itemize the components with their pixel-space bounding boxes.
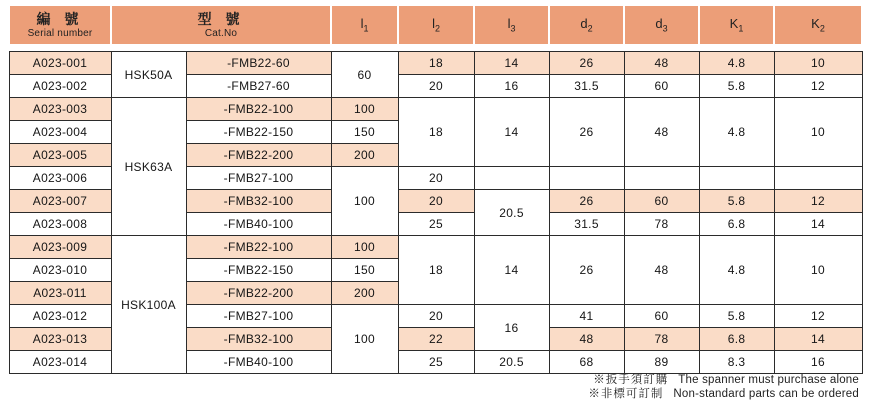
footnote-nonstandard-en: Non-standard parts can be ordered <box>673 388 859 400</box>
l1-cell: 60 <box>331 52 398 98</box>
footnote-spanner-zh: ※扳手須訂購 <box>593 374 669 386</box>
l3-cell: 14 <box>474 98 549 167</box>
model-cell: -FMB27-100 <box>186 167 331 190</box>
col-header-l2: $l_2$ <box>398 5 474 45</box>
k1-cell: 5.8 <box>699 75 774 98</box>
k1-cell: 4.8 <box>699 52 774 75</box>
k2-cell: 16 <box>774 351 862 374</box>
l2-cell: 22 <box>398 328 474 351</box>
k1-cell: 6.8 <box>699 213 774 236</box>
model-cell: -FMB27-100 <box>186 305 331 328</box>
k1-cell: 4.8 <box>699 98 774 167</box>
model-cell: -FMB40-100 <box>186 213 331 236</box>
l1-cell: 100 <box>331 236 398 259</box>
serial-header-zh: 編 號 <box>36 10 84 27</box>
l3-cell: 20.5 <box>474 190 549 236</box>
serial-cell: A023-004 <box>9 121 111 144</box>
col-header-l3: $l_3$ <box>474 5 549 45</box>
model-cell: -FMB22-200 <box>186 144 331 167</box>
d3-cell: 48 <box>624 52 699 75</box>
d3-cell: 60 <box>624 75 699 98</box>
d2-cell: 26 <box>549 98 624 167</box>
d3-cell: 48 <box>624 98 699 167</box>
k2-cell: 10 <box>774 52 862 75</box>
k2-cell: 10 <box>774 236 862 305</box>
d2-cell: 41 <box>549 305 624 328</box>
model-header-en: Cat.No <box>204 27 238 39</box>
d2-cell-empty <box>549 167 624 190</box>
col-header-k2: $K_2$ <box>774 5 862 45</box>
k1-cell: 5.8 <box>699 305 774 328</box>
l3-cell: 16 <box>474 75 549 98</box>
col-header-d2: $d_2$ <box>549 5 624 45</box>
l2-cell: 18 <box>398 52 474 75</box>
l1-cell: 100 <box>331 167 398 236</box>
d2-cell: 31.5 <box>549 75 624 98</box>
d3-cell: 89 <box>624 351 699 374</box>
l1-cell: 150 <box>331 121 398 144</box>
spec-table <box>8 4 863 374</box>
col-header-l1: $l_1$ <box>331 5 398 45</box>
l1-cell: 100 <box>331 305 398 374</box>
header-row <box>9 5 862 45</box>
l2-cell: 25 <box>398 351 474 374</box>
k2-cell: 12 <box>774 75 862 98</box>
d2-cell: 48 <box>549 328 624 351</box>
group-cell-hsk63a: HSK63A <box>111 98 186 236</box>
k2-cell-empty <box>774 167 862 190</box>
serial-cell: A023-001 <box>9 52 111 75</box>
group-cell-hsk50a: HSK50A <box>111 52 186 98</box>
serial-cell: A023-003 <box>9 98 111 121</box>
k1-cell: 6.8 <box>699 328 774 351</box>
model-cell: -FMB22-150 <box>186 121 331 144</box>
footnotes <box>588 373 859 401</box>
k2-cell: 12 <box>774 305 862 328</box>
footnote-nonstandard-zh: ※非標可訂制 <box>588 388 664 400</box>
footnote-spanner-en: The spanner must purchase alone <box>678 374 859 386</box>
serial-cell: A023-010 <box>9 259 111 282</box>
group-cell-hsk100a: HSK100A <box>111 236 186 374</box>
model-cell: -FMB40-100 <box>186 351 331 374</box>
k2-cell: 10 <box>774 98 862 167</box>
model-cell: -FMB22-100 <box>186 98 331 121</box>
l1-cell: 100 <box>331 98 398 121</box>
serial-cell: A023-008 <box>9 213 111 236</box>
serial-column-header <box>9 5 111 45</box>
model-cell: -FMB32-100 <box>186 328 331 351</box>
l3-cell-empty <box>474 167 549 190</box>
l1-cell: 200 <box>331 144 398 167</box>
d2-cell: 26 <box>549 52 624 75</box>
model-cell: -FMB22-100 <box>186 236 331 259</box>
l2-cell: 20 <box>398 305 474 328</box>
l2-cell: 18 <box>398 98 474 167</box>
serial-cell: A023-009 <box>9 236 111 259</box>
model-header-zh: 型 號 <box>197 10 245 27</box>
l2-cell: 18 <box>398 236 474 305</box>
d2-cell: 26 <box>549 190 624 213</box>
l3-cell: 14 <box>474 52 549 75</box>
col-header-k1: $K_1$ <box>699 5 774 45</box>
d2-cell: 68 <box>549 351 624 374</box>
model-cell: -FMB22-150 <box>186 259 331 282</box>
footnote-spanner <box>588 373 859 387</box>
l2-cell: 20 <box>398 190 474 213</box>
k1-cell: 8.3 <box>699 351 774 374</box>
d2-cell: 26 <box>549 236 624 305</box>
d3-cell: 78 <box>624 328 699 351</box>
model-cell: -FMB22-60 <box>186 52 331 75</box>
d3-cell-empty <box>624 167 699 190</box>
model-cell: -FMB32-100 <box>186 190 331 213</box>
serial-cell: A023-007 <box>9 190 111 213</box>
footnote-nonstandard <box>588 387 859 401</box>
l3-cell: 20.5 <box>474 351 549 374</box>
d3-cell: 48 <box>624 236 699 305</box>
d3-cell: 60 <box>624 305 699 328</box>
col-header-d3: $d_3$ <box>624 5 699 45</box>
l1-cell: 150 <box>331 259 398 282</box>
model-cell: -FMB27-60 <box>186 75 331 98</box>
serial-header-en: Serial number <box>27 27 93 39</box>
k2-cell: 14 <box>774 213 862 236</box>
serial-cell: A023-002 <box>9 75 111 98</box>
l3-cell: 16 <box>474 305 549 351</box>
l3-cell: 14 <box>474 236 549 305</box>
model-column-header <box>111 5 331 45</box>
l1-cell: 200 <box>331 282 398 305</box>
serial-cell: A023-014 <box>9 351 111 374</box>
table-row <box>9 52 862 75</box>
l2-cell: 20 <box>398 75 474 98</box>
serial-cell: A023-011 <box>9 282 111 305</box>
d3-cell: 78 <box>624 213 699 236</box>
d3-cell: 60 <box>624 190 699 213</box>
d2-cell: 31.5 <box>549 213 624 236</box>
k2-cell: 14 <box>774 328 862 351</box>
l2-cell: 20 <box>398 167 474 190</box>
serial-cell: A023-006 <box>9 167 111 190</box>
k1-cell: 5.8 <box>699 190 774 213</box>
table-row <box>9 236 862 259</box>
serial-cell: A023-005 <box>9 144 111 167</box>
l2-cell: 25 <box>398 213 474 236</box>
table-row <box>9 98 862 121</box>
serial-cell: A023-013 <box>9 328 111 351</box>
k1-cell-empty <box>699 167 774 190</box>
k2-cell: 12 <box>774 190 862 213</box>
k1-cell: 4.8 <box>699 236 774 305</box>
model-cell: -FMB22-200 <box>186 282 331 305</box>
serial-cell: A023-012 <box>9 305 111 328</box>
